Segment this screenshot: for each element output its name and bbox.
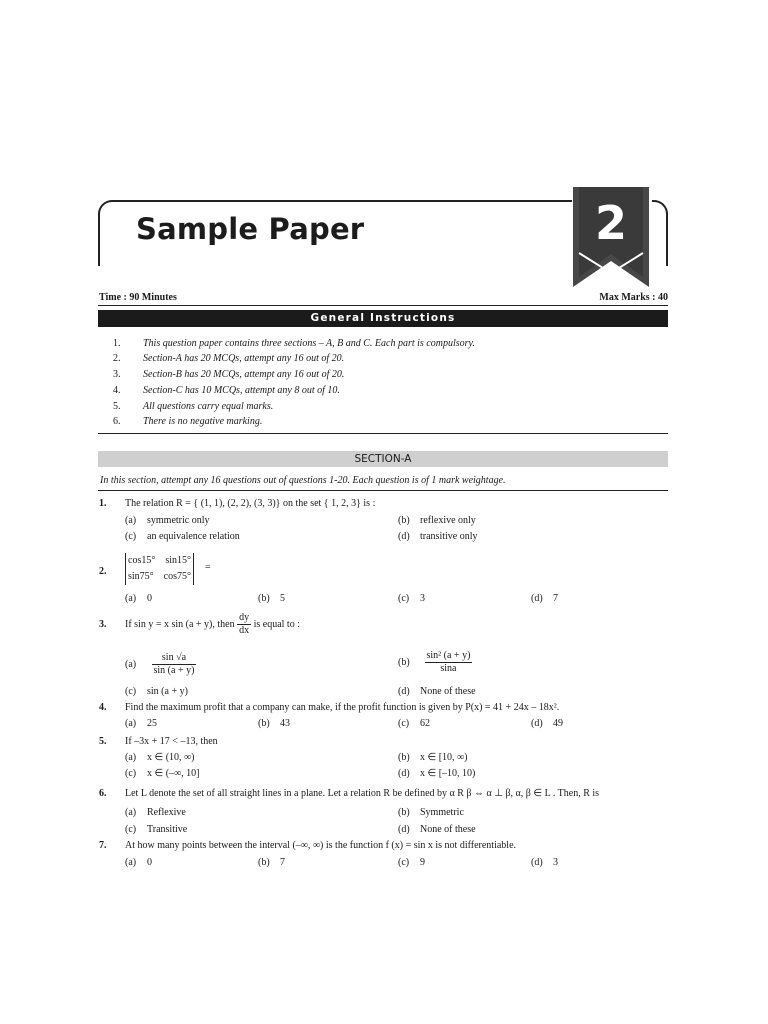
option: (d) 3 [531,857,558,868]
divider [98,490,668,491]
question-number: 1. [99,498,107,509]
equals-sign: = [205,562,211,573]
option: (b) 5 [258,593,285,604]
question-text: If sin y = x sin (a + y), then $\frac{dy}{dx}$ is equal to : [125,612,300,636]
option: (d) 7 [531,593,558,604]
question-text: The relation R = { (1, 1), (2, 2), (3, 3)} on the set { 1, 2, 3} is : [125,498,376,509]
option: (a) $\frac{\sin √a}{\sin (a + y)}$ [125,652,195,676]
page-title: Sample Paper [136,212,365,246]
determinant: cos15° sin15° sin75° cos75° [125,553,194,585]
question-number: 5. [99,736,107,747]
option: (a) x ∈ (10, ∞) [125,752,195,763]
option: (c) sin (a + y) [125,686,188,697]
question-number: 4. [99,702,107,713]
option: (c) x ∈ (–∞, 10] [125,768,200,779]
option: (a) Reflexive [125,807,186,818]
option: (c) Transitive [125,824,188,835]
question-text: Find the maximum profit that a company can make, if the profit function is given by P(x) = 41 + 24x – 18x². [125,702,560,713]
option: (d) None of these [398,824,476,835]
question-number: 3. [99,619,107,630]
option: (b) reflexive only [398,515,476,526]
option: (b) x ∈ [10, ∞) [398,752,468,763]
paper-number: 2 [594,196,627,250]
option: (c) an equivalence relation [125,531,240,542]
option: (d) None of these [398,686,476,697]
question-text: Let L denote the set of all straight lines in a plane. Let a relation R be defined by α R β ⇔ α ⊥ β, α, β ∈ L . Then, R is [125,788,600,799]
question-text: If –3x + 17 < –13, then [125,736,218,747]
section-heading: SECTION-A [98,451,668,467]
option: (d) 49 [531,718,563,729]
option: (a) 25 [125,718,157,729]
divider [98,305,668,306]
option: (b) Symmetric [398,807,464,818]
question-number: 7. [99,840,107,851]
option: (c) 9 [398,857,425,868]
option: (d) transitive only [398,531,478,542]
option: (c) 3 [398,593,425,604]
option: (b) 7 [258,857,285,868]
time-label: Time : 90 Minutes [99,292,177,303]
option: (a) symmetric only [125,515,210,526]
question-number: 6. [99,788,107,799]
option: (a) 0 [125,857,152,868]
option: (d) x ∈ [–10, 10) [398,768,476,779]
option: (b) $\frac{\text{sin² (a + y)}}{\sin a}$ [398,650,471,674]
divider [98,433,668,434]
option: (b) 43 [258,718,290,729]
question-text: At how many points between the interval (–∞, ∞) is the function f (x) = sin x is not differentiable. [125,840,517,851]
option: (a) 0 [125,593,152,604]
section-note: In this section, attempt any 16 questions out of questions 1-20. Each question is of 1 mark weightage. [100,475,506,486]
max-marks-label: Max Marks : 40 [599,292,668,303]
fraction: $\frac{dy}{dx}$ [239,612,250,636]
option: (c) 62 [398,718,430,729]
general-instructions-heading: General Instructions [98,310,668,327]
question-number: 2. [99,566,107,577]
